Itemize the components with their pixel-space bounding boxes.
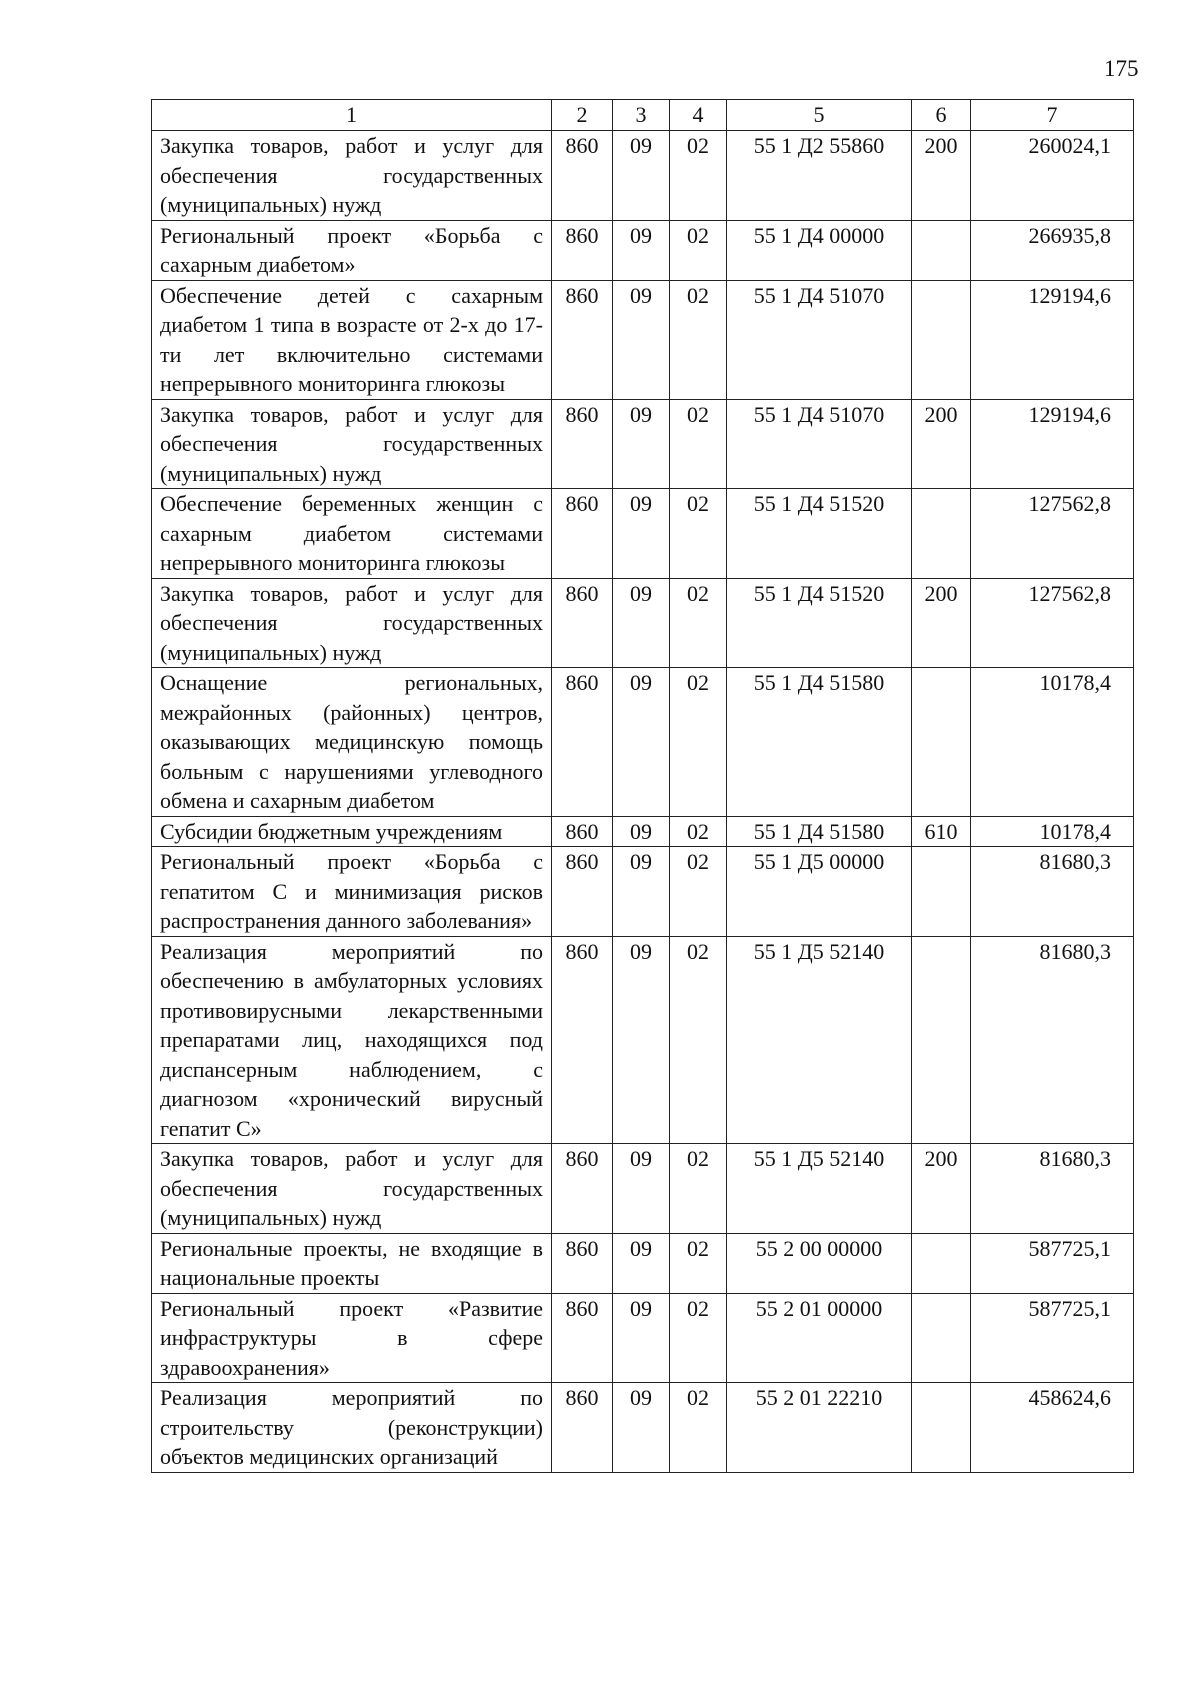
- table-row: [152, 131, 1134, 221]
- section-code-cell: 09: [613, 399, 670, 489]
- amount-cell: 587725,1: [971, 1293, 1134, 1383]
- item-name-cell: Субсидии бюджетным учреждениям: [152, 816, 552, 847]
- amount-cell: 587725,1: [971, 1233, 1134, 1293]
- section-code-cell: 09: [613, 1233, 670, 1293]
- department-code-cell: 860: [552, 936, 613, 1144]
- expense-type-cell: 200: [912, 578, 971, 668]
- subsection-code-cell: 02: [670, 280, 727, 399]
- item-name-cell: Закупка товаров, работ и услуг для обеспечения государственных (муниципальных) нужд: [152, 399, 552, 489]
- item-name-cell: Региональный проект «Борьба с гепатитом С и минимизация рисков распространения данного заболевания»: [152, 847, 552, 937]
- expense-type-cell: [912, 847, 971, 937]
- target-article-cell: 55 1 Д4 51070: [727, 399, 912, 489]
- item-name-cell: Оснащение региональных, межрайонных (районных) центров, оказывающих медицинскую помощь больным с нарушениями углеводного обмена и сахарным диабетом: [152, 668, 552, 817]
- page-number: 175: [1104, 56, 1139, 81]
- amount-cell: 10178,4: [971, 668, 1134, 817]
- subsection-code-cell: 02: [670, 1144, 727, 1234]
- expense-type-cell: [912, 280, 971, 399]
- section-code-cell: 09: [613, 131, 670, 221]
- table-row: [152, 1293, 1134, 1383]
- subsection-code-cell: 02: [670, 1293, 727, 1383]
- amount-cell: 129194,6: [971, 280, 1134, 399]
- item-name-cell: Обеспечение детей с сахарным диабетом 1 типа в возрасте от 2-х до 17-ти лет включительно системами непрерывного мониторинга глюкозы: [152, 280, 552, 399]
- amount-cell: 129194,6: [971, 399, 1134, 489]
- section-code-cell: 09: [613, 280, 670, 399]
- department-code-cell: 860: [552, 816, 613, 847]
- column-number: 1: [152, 100, 552, 131]
- table-row: [152, 1233, 1134, 1293]
- column-number: 6: [912, 100, 971, 131]
- target-article-cell: 55 2 01 22210: [727, 1383, 912, 1473]
- department-code-cell: 860: [552, 399, 613, 489]
- target-article-cell: 55 1 Д2 55860: [727, 131, 912, 221]
- budget-table: [151, 99, 1134, 1473]
- table-row: [152, 220, 1134, 280]
- expense-type-cell: 200: [912, 131, 971, 221]
- amount-cell: 127562,8: [971, 578, 1134, 668]
- section-code-cell: 09: [613, 847, 670, 937]
- section-code-cell: 09: [613, 1383, 670, 1473]
- department-code-cell: 860: [552, 1144, 613, 1234]
- section-code-cell: 09: [613, 489, 670, 579]
- section-code-cell: 09: [613, 220, 670, 280]
- expense-type-cell: [912, 1383, 971, 1473]
- section-code-cell: 09: [613, 816, 670, 847]
- department-code-cell: 860: [552, 280, 613, 399]
- department-code-cell: 860: [552, 489, 613, 579]
- item-name-cell: Закупка товаров, работ и услуг для обеспечения государственных (муниципальных) нужд: [152, 578, 552, 668]
- target-article-cell: 55 2 01 00000: [727, 1293, 912, 1383]
- table-body: [152, 131, 1134, 1473]
- expense-type-cell: [912, 489, 971, 579]
- target-article-cell: 55 1 Д4 51580: [727, 816, 912, 847]
- section-code-cell: 09: [613, 668, 670, 817]
- section-code-cell: 09: [613, 1144, 670, 1234]
- department-code-cell: 860: [552, 668, 613, 817]
- column-number: 7: [971, 100, 1134, 131]
- subsection-code-cell: 02: [670, 578, 727, 668]
- target-article-cell: 55 1 Д4 51070: [727, 280, 912, 399]
- table-row: [152, 816, 1134, 847]
- subsection-code-cell: 02: [670, 847, 727, 937]
- department-code-cell: 860: [552, 131, 613, 221]
- target-article-cell: 55 2 00 00000: [727, 1233, 912, 1293]
- subsection-code-cell: 02: [670, 220, 727, 280]
- expense-type-cell: 200: [912, 399, 971, 489]
- target-article-cell: 55 1 Д4 51520: [727, 489, 912, 579]
- column-number: 2: [552, 100, 613, 131]
- department-code-cell: 860: [552, 1383, 613, 1473]
- subsection-code-cell: 02: [670, 131, 727, 221]
- item-name-cell: Обеспечение беременных женщин с сахарным диабетом системами непрерывного мониторинга глюкозы: [152, 489, 552, 579]
- amount-cell: 81680,3: [971, 847, 1134, 937]
- column-number: 4: [670, 100, 727, 131]
- department-code-cell: 860: [552, 1233, 613, 1293]
- table-row: [152, 578, 1134, 668]
- expense-type-cell: [912, 1293, 971, 1383]
- department-code-cell: 860: [552, 847, 613, 937]
- amount-cell: 10178,4: [971, 816, 1134, 847]
- expense-type-cell: 610: [912, 816, 971, 847]
- amount-cell: 266935,8: [971, 220, 1134, 280]
- item-name-cell: Реализация мероприятий по строительству (реконструкции) объектов медицинских организаций: [152, 1383, 552, 1473]
- column-number: 5: [727, 100, 912, 131]
- subsection-code-cell: 02: [670, 668, 727, 817]
- amount-cell: 81680,3: [971, 1144, 1134, 1234]
- expense-type-cell: 200: [912, 1144, 971, 1234]
- section-code-cell: 09: [613, 578, 670, 668]
- target-article-cell: 55 1 Д4 51520: [727, 578, 912, 668]
- target-article-cell: 55 1 Д5 00000: [727, 847, 912, 937]
- amount-cell: 81680,3: [971, 936, 1134, 1144]
- item-name-cell: Региональный проект «Развитие инфраструктуры в сфере здравоохранения»: [152, 1293, 552, 1383]
- expense-type-cell: [912, 1233, 971, 1293]
- table-row: [152, 280, 1134, 399]
- section-code-cell: 09: [613, 1293, 670, 1383]
- table-row: [152, 668, 1134, 817]
- subsection-code-cell: 02: [670, 1233, 727, 1293]
- target-article-cell: 55 1 Д4 51580: [727, 668, 912, 817]
- section-code-cell: 09: [613, 936, 670, 1144]
- amount-cell: 260024,1: [971, 131, 1134, 221]
- table-row: [152, 1144, 1134, 1234]
- table-row: [152, 489, 1134, 579]
- subsection-code-cell: 02: [670, 489, 727, 579]
- column-number: 3: [613, 100, 670, 131]
- column-number-row: [152, 100, 1134, 131]
- item-name-cell: Закупка товаров, работ и услуг для обеспечения государственных (муниципальных) нужд: [152, 1144, 552, 1234]
- item-name-cell: Реализация мероприятий по обеспечению в амбулаторных условиях противовирусными лекарственными препаратами лиц, находящихся под диспансерным наблюдением, с диагнозом «хронический вирусный гепатит С»: [152, 936, 552, 1144]
- target-article-cell: 55 1 Д4 00000: [727, 220, 912, 280]
- target-article-cell: 55 1 Д5 52140: [727, 1144, 912, 1234]
- department-code-cell: 860: [552, 220, 613, 280]
- subsection-code-cell: 02: [670, 1383, 727, 1473]
- subsection-code-cell: 02: [670, 816, 727, 847]
- table-row: [152, 936, 1134, 1144]
- item-name-cell: Закупка товаров, работ и услуг для обеспечения государственных (муниципальных) нужд: [152, 131, 552, 221]
- item-name-cell: Региональные проекты, не входящие в национальные проекты: [152, 1233, 552, 1293]
- item-name-cell: Региональный проект «Борьба с сахарным диабетом»: [152, 220, 552, 280]
- amount-cell: 127562,8: [971, 489, 1134, 579]
- department-code-cell: 860: [552, 1293, 613, 1383]
- amount-cell: 458624,6: [971, 1383, 1134, 1473]
- target-article-cell: 55 1 Д5 52140: [727, 936, 912, 1144]
- expense-type-cell: [912, 936, 971, 1144]
- table-row: [152, 1383, 1134, 1473]
- table-row: [152, 847, 1134, 937]
- subsection-code-cell: 02: [670, 399, 727, 489]
- department-code-cell: 860: [552, 578, 613, 668]
- table-row: [152, 399, 1134, 489]
- expense-type-cell: [912, 220, 971, 280]
- subsection-code-cell: 02: [670, 936, 727, 1144]
- expense-type-cell: [912, 668, 971, 817]
